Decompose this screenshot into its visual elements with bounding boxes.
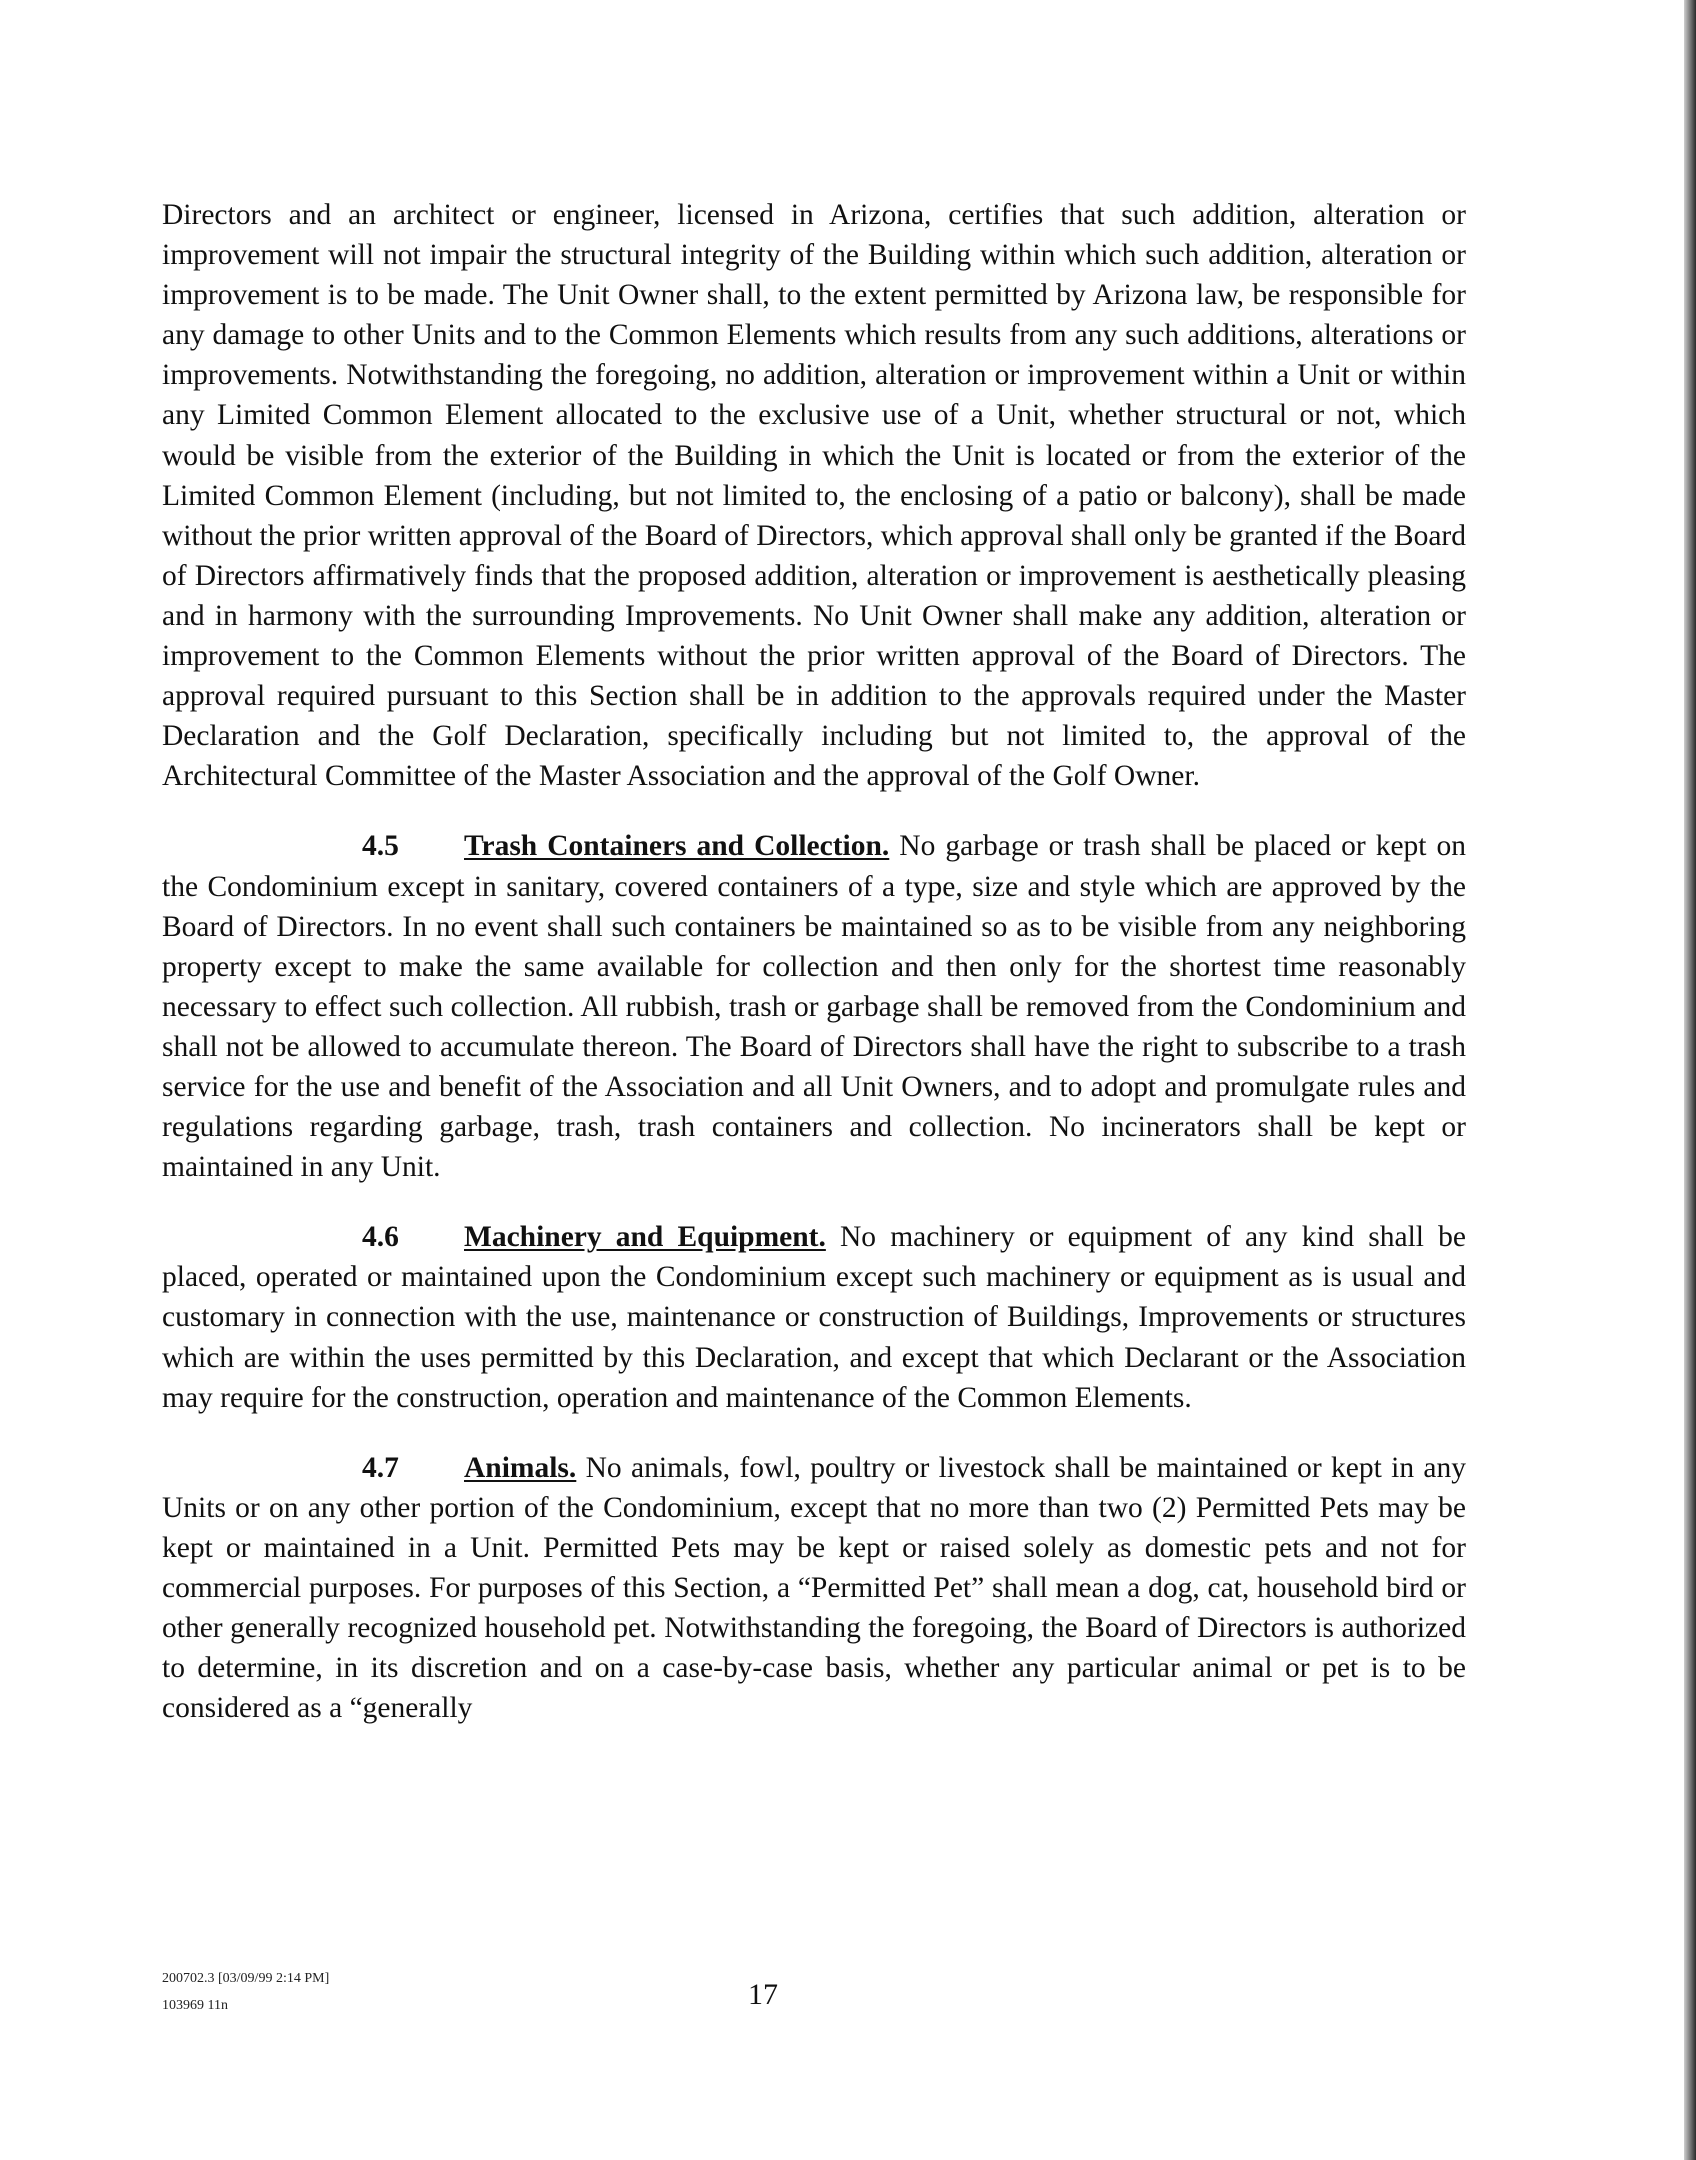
section-text: No animals, fowl, poultry or livestock shall be maintained or kept in any Units or on any other portion of the Condominium, except that no more than two (2) Permitted Pets may be kept or maintained in a Unit. Permitted Pets may be kept or raised solely as domestic pets and not for commercial purposes. For purposes of this Section, a “Permitted Pet” shall mean a dog, cat, household bird or other generally recognized household pet. Notwithstanding the foregoing, the Board of Directors is authorized to determine, in its discretion and on a case-by-case basis, whether any particular animal or pet is to be considered as a “generally bbox=[162, 1451, 1466, 1725]
footer-doc-id: 200702.3 [03/09/99 2:14 PM] bbox=[162, 1971, 330, 1986]
section-4-6 bbox=[162, 1217, 1466, 1417]
section-4-5 bbox=[162, 826, 1466, 1187]
section-text: No machinery or equipment of any kind shall be placed, operated or maintained upon the Condominium except such machinery or equipment as is usual and customary in connection with the use, maintenance or construction of Buildings, Improvements or structures which are within the uses permitted by this Declaration, and except that which Declarant or the Association may require for the construction, operation and maintenance of the Common Elements. bbox=[162, 1221, 1466, 1414]
section-text: No garbage or trash shall be placed or kept on the Condominium except in sanitary, covered containers of a type, size and style which are approved by the Board of Directors. In no event shall such containers be maintained so as to be visible from any neighboring property except to make the same available for collection and then only for the shortest time reasonably necessary to effect such collection. All rubbish, trash or garbage shall be removed from the Condominium and shall not be allowed to accumulate thereon. The Board of Directors shall have the right to subscribe to a trash service for the use and benefit of the Association and all Unit Owners, and to adopt and promulgate rules and regulations regarding garbage, trash, trash containers and collection. No incinerators shall be kept or maintained in any Unit. bbox=[162, 830, 1466, 1184]
page-number: 17 bbox=[748, 1978, 778, 2011]
section-number: 4.5 bbox=[362, 830, 399, 863]
section-4-7 bbox=[162, 1448, 1466, 1729]
footer-file-id: 103969 11n bbox=[162, 1998, 228, 2013]
section-number: 4.6 bbox=[362, 1221, 399, 1254]
section-title: Machinery and Equipment. bbox=[464, 1221, 826, 1254]
continuation-paragraph: Directors and an architect or engineer, licensed in Arizona, certifies that such addition, alteration or improvement will not impair the structural integrity of the Building within which such addition, alteration or improvement is to be made. The Unit Owner shall, to the extent permitted by Arizona law, be responsible for any damage to other Units and to the Common Elements which results from any such additions, alterations or improvements. Notwithstanding the foregoing, no addition, alteration or improvement within a Unit or within any Limited Common Element allocated to the exclusive use of a Unit, whether structural or not, which would be visible from the exterior of the Building in which the Unit is located or from the exterior of the Limited Common Element (including, but not limited to, the enclosing of a patio or balcony), shall be made without the prior written approval of the Board of Directors, which approval shall only be granted if the Board of Directors affirmatively finds that the proposed addition, alteration or improvement is aesthetically pleasing and in harmony with the surrounding Improvements. No Unit Owner shall make any addition, alteration or improvement to the Common Elements without the prior written approval of the Board of Directors. The approval required pursuant to this Section shall be in addition to the approvals required under the Master Declaration and the Golf Declaration, specifically including but not limited to, the approval of the Architectural Committee of the Master Association and the approval of the Golf Owner. bbox=[162, 199, 1466, 793]
scan-edge-shadow bbox=[1684, 0, 1696, 2160]
section-title: Trash Containers and Collection. bbox=[464, 830, 890, 863]
document-body bbox=[162, 195, 1466, 1728]
section-number: 4.7 bbox=[362, 1451, 399, 1484]
section-title: Animals. bbox=[464, 1451, 577, 1484]
